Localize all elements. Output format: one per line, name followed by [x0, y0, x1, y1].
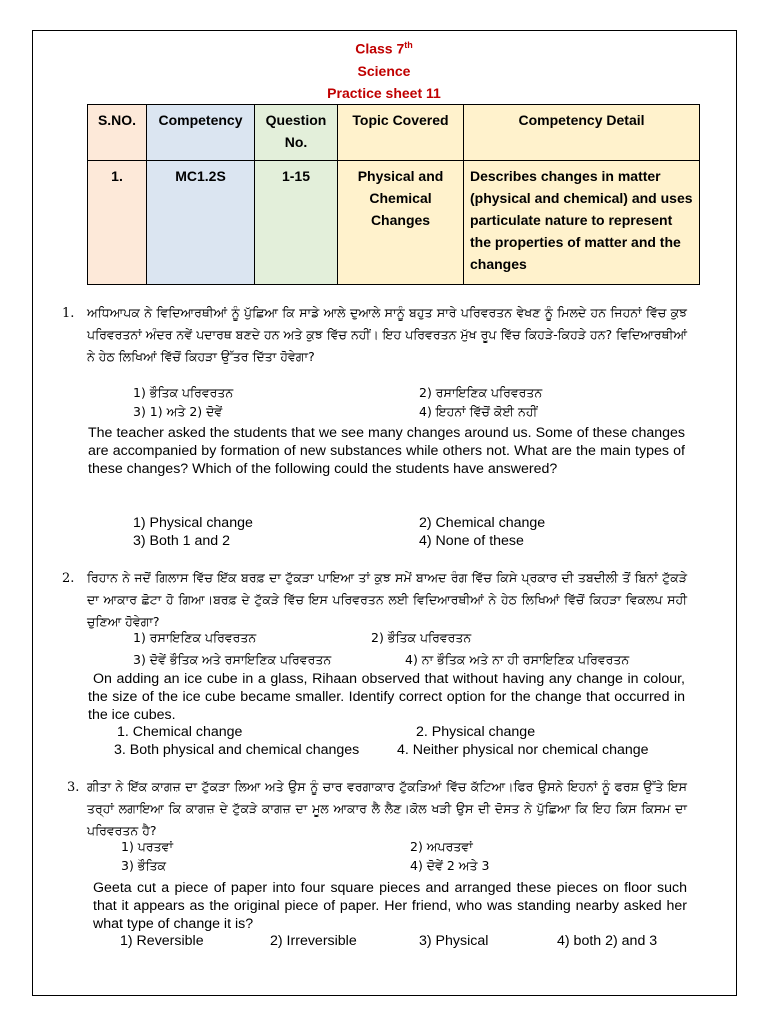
question-2-pa-option-1: 1) ਰਸਾਇਣਿਕ ਪਰਿਵਰਤਨ [133, 630, 257, 645]
header-question-no: Question No. [255, 105, 338, 161]
question-3-en-option-1: 1) Reversible [120, 933, 204, 949]
question-3-punjabi: ਗੀਤਾ ਨੇ ਇੱਕ ਕਾਗਜ਼ ਦਾ ਟੁੱਕੜਾ ਲਿਆ ਅਤੇ ਉਸ ਨੂੰ ਚਾਰ ਵਰਗਾਕਾਰ ਟੁੱਕੜਿਆਂ ਵਿੱਚ ਕੱਟਿਆ।ਫਿਰ ਉਸਨੇ ਇਹਨਾਂ ਨੂੰ ਫਰਸ਼ ਉੱਤੇ ਇਸ ਤਰ੍ਹਾਂ ਲਗਾਇਆ ਕਿ ਕਾਗਜ਼ ਦੇ ਟੁੱਕੜੇ ਕਾਗਜ਼ ਦਾ ਮੂਲ ਆਕਾਰ ਲੈ ਲੈਣ।ਕੋਲ ਖੜੀ ਉਸ ਦੀ ਦੋਸਤ ਨੇ ਪੁੱਛਿਆ ਕਿ ਇਹ ਕਿਸ ਕਿਸਮ ਦਾ ਪਰਿਵਰਤਨ ਹੈ? [87, 779, 687, 838]
question-2-en-option-4: 4. Neither physical nor chemical change [397, 742, 649, 758]
question-1-pa-option-2: 2) ਰਸਾਇਣਿਕ ਪਰਿਵਰਤਨ [419, 385, 543, 400]
question-1-pa-option-4: 4) ਇਹਨਾਂ ਵਿੱਚੋਂ ਕੋਈ ਨਹੀਂ [419, 404, 538, 419]
question-3-pa-option-2: 2) ਅਪਰਤਵਾਂ [410, 839, 473, 854]
question-2-en-option-1: 1. Chemical change [117, 724, 243, 740]
question-2-pa-option-2: 2) ਭੌਤਿਕ ਪਰਿਵਰਤਨ [371, 630, 472, 645]
question-1-number: 1. [62, 306, 75, 321]
cell-question-no: 1-15 [255, 161, 338, 285]
subject-heading: Science [357, 63, 411, 79]
question-1-en-option-1: 1) Physical change [133, 515, 253, 531]
sheet-heading: Practice sheet 11 [327, 85, 441, 101]
header-detail: Competency Detail [464, 105, 700, 161]
question-3-en-option-4: 4) both 2) and 3 [557, 933, 658, 949]
question-3-pa-option-1: 1) ਪਰਤਵਾਂ [121, 839, 173, 854]
question-3-en-option-3: 3) Physical [419, 933, 489, 949]
table-header-row [88, 105, 700, 161]
question-3-english: Geeta cut a piece of paper into four square pieces and arranged these pieces on floor such that it appears as the original piece of paper. Her friend, who was standing nearby asked her what type of change it is? [93, 880, 687, 932]
question-2-en-option-2: 2. Physical change [416, 724, 536, 740]
question-2-en-option-3: 3. Both physical and chemical changes [114, 742, 360, 758]
class-superscript: th [404, 40, 413, 50]
question-1-pa-option-1: 1) ਭੌਤਿਕ ਪਰਿਵਰਤਨ [133, 385, 234, 400]
question-2-english: On adding an ice cube in a glass, Rihaan observed that without having any change in colour, the size of the ice cube became smaller. Identify correct option for the change that occurred in the ice cubes. [88, 671, 685, 723]
question-3-pa-option-4: 4) ਦੋਵੇਂ 2 ਅਤੇ 3 [410, 858, 490, 873]
question-1-english: The teacher asked the students that we see many changes around us. Some of these changes are accompanied by formation of new substances while others not. What are the main types of these changes? Which of the following could the students have answered? [88, 425, 685, 477]
question-1-pa-option-3: 3) 1) ਅਤੇ 2) ਦੋਵੇਂ [133, 404, 223, 419]
header-sno: S.NO. [88, 105, 147, 161]
class-heading [0, 40, 768, 57]
question-2-pa-option-4: 4) ਨਾ ਭੌਤਿਕ ਅਤੇ ਨਾ ਹੀ ਰਸਾਇਣਿਕ ਪਰਿਵਰਤਨ [405, 652, 630, 667]
table-row [88, 161, 700, 285]
competency-table [87, 104, 700, 285]
question-1-punjabi: ਅਧਿਆਪਕ ਨੇ ਵਿਦਿਆਰਥੀਆਂ ਨੂੰ ਪੁੱਛਿਆ ਕਿ ਸਾਡੇ ਆਲੇ ਦੁਆਲੇ ਸਾਨੂੰ ਬਹੁਤ ਸਾਰੇ ਪਰਿਵਰਤਨ ਵੇਖਣ ਨੂੰ ਮਿਲਦੇ ਹਨ ਜਿਹਨਾਂ ਵਿੱਚ ਕੁਝ ਪਰਿਵਰਤਨਾਂ ਅੰਦਰ ਨਵੇਂ ਪਦਾਰਥ ਬਣਦੇ ਹਨ ਅਤੇ ਕੁਝ ਵਿੱਚ ਨਹੀਂ। ਇਹ ਪਰਿਵਰਤਨ ਮੁੱਖ ਰੂਪ ਵਿੱਚ ਕਿਹੜੇ-ਕਿਹੜੇ ਹਨ? ਵਿਦਿਆਰਥੀਆਂ ਨੇ ਹੇਠ ਲਿਖਿਆਂ ਵਿੱਚੋਂ ਕਿਹੜਾ ਉੱਤਰ ਦਿੱਤਾ ਹੋਵੇਗਾ? [87, 305, 687, 364]
cell-sno: 1. [88, 161, 147, 285]
question-3-en-option-2: 2) Irreversible [270, 933, 357, 949]
question-2-number: 2. [62, 571, 75, 586]
question-2-punjabi: ਰਿਹਾਨ ਨੇ ਜਦੋਂ ਗਿਲਾਸ ਵਿੱਚ ਇੱਕ ਬਰਫ਼ ਦਾ ਟੁੱਕੜਾ ਪਾਇਆ ਤਾਂ ਕੁਝ ਸਮੇਂ ਬਾਅਦ ਰੰਗ ਵਿੱਚ ਕਿਸੇ ਪ੍ਰਕਾਰ ਦੀ ਤਬਦੀਲੀ ਤੋਂ ਬਿਨਾਂ ਟੁੱਕੜੇ ਦਾ ਆਕਾਰ ਛੋਟਾ ਹੋ ਗਿਆ।ਬਰਫ਼ ਦੇ ਟੁੱਕੜੇ ਵਿੱਚ ਇਸ ਪਰਿਵਰਤਨ ਲਈ ਵਿਦਿਆਰਥੀਆਂ ਨੇ ਹੇਠ ਲਿਖਿਆਂ ਵਿੱਚੋਂ ਕਿਹੜਾ ਵਿਕਲਪ ਸਹੀ ਚੁਣਿਆ ਹੋਵੇਗਾ? [87, 570, 687, 629]
header-topic: Topic Covered [338, 105, 464, 161]
question-2-pa-option-3: 3) ਦੋਵੇਂ ਭੌਤਿਕ ਅਤੇ ਰਸਾਇਣਿਕ ਪਰਿਵਰਤਨ [133, 652, 332, 667]
cell-topic: Physical and Chemical Changes [338, 161, 464, 285]
question-3-pa-option-3: 3) ਭੌਤਿਕ [121, 858, 167, 873]
class-label: Class 7 [355, 40, 405, 57]
question-1-en-option-4: 4) None of these [419, 533, 524, 549]
cell-competency: MC1.2S [147, 161, 255, 285]
cell-detail: Describes changes in matter (physical and chemical) and uses particulate nature to represent the properties of matter and the changes [464, 161, 700, 285]
question-1-en-option-2: 2) Chemical change [419, 515, 546, 531]
question-1-en-option-3: 3) Both 1 and 2 [133, 533, 231, 549]
header-competency: Competency [147, 105, 255, 161]
question-3-number: 3. [67, 780, 80, 795]
